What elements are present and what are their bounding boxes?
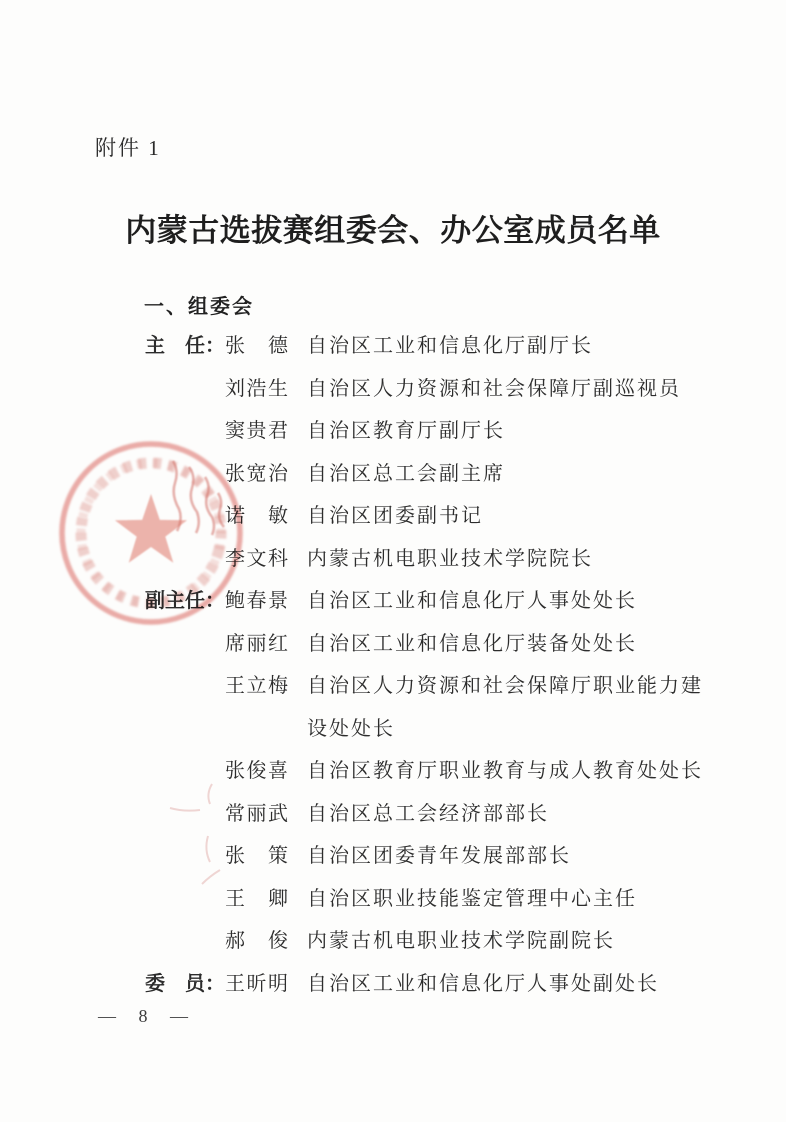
document-title: 内蒙古选拔赛组委会、办公室成员名单: [125, 213, 661, 248]
member-title: 内蒙古机电职业技术学院副院长: [307, 930, 615, 952]
member-name: 张 德: [225, 335, 290, 357]
committee-member-row: [145, 835, 711, 878]
member-title: 自治区人力资源和社会保障厅副巡视员: [307, 377, 681, 400]
member-name: 李文科: [225, 547, 290, 570]
member-name: 刘浩生: [225, 377, 290, 400]
committee-member-row: [145, 453, 711, 496]
member-title: 自治区人力资源和社会保障厅职业能力建设处处长: [307, 675, 703, 740]
committee-list: [145, 325, 711, 1005]
member-role-label: 委 员：: [145, 972, 225, 995]
member-title: 自治区工业和信息化厅装备处处长: [307, 632, 637, 655]
member-title: 自治区团委青年发展部部长: [307, 845, 571, 867]
committee-member-row: [145, 538, 711, 581]
attachment-label: 附件 1: [95, 136, 161, 160]
committee-member-row: [145, 665, 711, 750]
member-title: 自治区总工会经济部部长: [307, 802, 549, 825]
member-name: 张 策: [225, 845, 290, 867]
member-role-label: 副主任：: [145, 590, 225, 612]
member-name: 王 卿: [225, 887, 290, 910]
committee-member-row: [145, 920, 711, 963]
member-title: 自治区教育厅职业教育与成人教育处处长: [307, 760, 703, 782]
member-title: 自治区工业和信息化厅人事处副处长: [307, 972, 659, 995]
member-role-label: 主 任：: [145, 335, 225, 357]
member-title: 自治区总工会副主席: [307, 462, 505, 485]
committee-member-row: [145, 580, 711, 623]
page-number: — 8 —: [98, 1006, 192, 1026]
member-name: 王立梅: [225, 675, 290, 697]
member-title: 自治区教育厅副厅长: [307, 420, 505, 442]
committee-member-row: [145, 410, 711, 453]
member-name: 郝 俊: [225, 930, 290, 952]
member-title: 内蒙古机电职业技术学院院长: [307, 547, 593, 570]
member-name: 鲍春景: [225, 590, 290, 612]
member-name: 张俊喜: [225, 760, 290, 782]
member-name: 诺 敏: [225, 505, 290, 527]
committee-member-row: [145, 793, 711, 836]
member-title: 自治区工业和信息化厅副厅长: [307, 335, 593, 357]
committee-member-row: [145, 368, 711, 411]
member-name: 王昕明: [225, 972, 290, 995]
member-title: 自治区职业技能鉴定管理中心主任: [307, 887, 637, 910]
committee-member-row: [145, 325, 711, 368]
member-title: 自治区团委副书记: [307, 505, 483, 527]
member-name: 窦贵君: [225, 420, 290, 442]
committee-member-row: [145, 495, 711, 538]
member-title: 自治区工业和信息化厅人事处处长: [307, 590, 637, 612]
member-name: 常丽武: [225, 802, 290, 825]
member-name: 席丽红: [225, 632, 290, 655]
committee-member-row: [145, 623, 711, 666]
committee-member-row: [145, 878, 711, 921]
committee-member-row: [145, 963, 711, 1006]
member-name: 张宽治: [225, 462, 290, 485]
section-heading: 一、组委会: [144, 296, 254, 318]
committee-member-row: [145, 750, 711, 793]
